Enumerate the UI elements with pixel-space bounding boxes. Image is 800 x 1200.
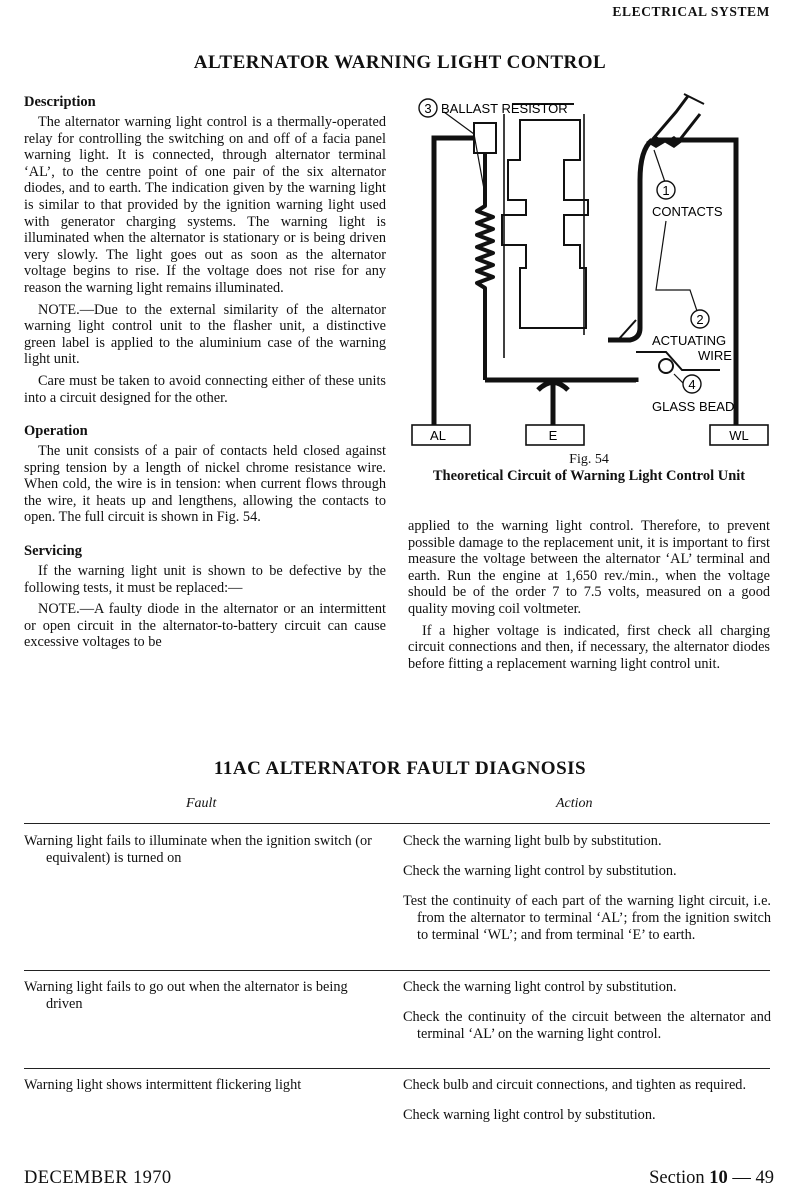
- table-row-fault: [24, 979, 380, 1013]
- footer-date: DECEMBER 1970: [24, 1168, 172, 1188]
- action-text: Check the warning light control by substitution.: [403, 979, 677, 995]
- fault-diagnosis-heading: 11AC ALTERNATOR FAULT DIAGNOSIS: [213, 758, 587, 779]
- description-paragraph-3: Care must be taken to avoid connecting either of these units into a circuit designed for the other.: [24, 372, 386, 406]
- servicing-paragraph-4: If a higher voltage is indicated, first check all charging circuit connections and then, if necessary, the alternator diodes before fitting a replacement warning light control unit.: [408, 622, 770, 672]
- terminal-al-label: AL: [430, 428, 446, 443]
- left-column: [24, 94, 386, 656]
- fault-text: Warning light fails to go out when the alternator is being driven: [24, 979, 348, 1012]
- terminal-e-label: E: [548, 428, 558, 443]
- fault-text: Warning light shows intermittent flickering light: [24, 1077, 302, 1093]
- servicing-heading: Servicing: [24, 543, 82, 560]
- action-text: Check the continuity of the circuit between the alternator and terminal ‘AL’ on the warning light control.: [403, 1009, 771, 1042]
- table-rule: [24, 970, 770, 971]
- relay-body: [502, 120, 588, 328]
- label-contacts: CONTACTS: [652, 204, 723, 219]
- footer-section-prefix: Section: [649, 1168, 710, 1188]
- label-ballast-resistor: BALLAST RESISTOR: [441, 101, 568, 116]
- column-header-action: Action: [556, 796, 593, 811]
- footer-page-suffix: — 49: [727, 1168, 774, 1188]
- label-glass-bead: GLASS BEAD: [652, 399, 735, 414]
- action-text: Check bulb and circuit connections, and tighten as required.: [403, 1077, 747, 1093]
- table-row-actions: [403, 979, 771, 1056]
- servicing-paragraph-1: If the warning light unit is shown to be defective by the following tests, it must be replaced:—: [24, 563, 386, 596]
- description-paragraph-1: The alternator warning light control is a thermally-operated relay for controlling the switching on and off of a facia panel warning light. It is connected, through alternator terminal ‘AL’, to the centre point of one pair of the six alternator diodes, and to earth. The indication given by the warning light is similar to that provided by the ignition warning light used with generator charging systems. The warning light is illuminated when the alternator is stationary or is being driven very slowly. The light goes out as soon as the alternator voltage begins to rise. If the voltage does not rise for any reason the warning light remains illuminated.: [24, 114, 386, 296]
- label-actuating: ACTUATING: [652, 333, 727, 348]
- figure-number: Fig. 54: [569, 452, 609, 467]
- table-row-actions: [403, 1077, 771, 1137]
- description-note: NOTE.—Due to the external similarity of the alternator warning light control unit to the flasher unit, a distinctive green label is applied to the aluminium case of the warning light unit.: [24, 301, 386, 368]
- footer-page-number: [649, 1168, 774, 1189]
- table-row-fault: [24, 833, 380, 867]
- operation-paragraph: The unit consists of a pair of contacts held closed against spring tension by a length of nickel chrome resistance wire. When cold, the wire is in tension: when current flows through the wire, it heats up and lengthens, allowing the contacts to open. The full circuit is shown in Fig. 54.: [24, 443, 386, 526]
- table-rule: [24, 823, 770, 824]
- action-text: Check warning light control by substitution.: [403, 1107, 656, 1123]
- fault-text: Warning light fails to illuminate when the ignition switch (or equivalent) is turned on: [24, 833, 372, 866]
- glass-bead: [659, 359, 673, 373]
- circuit-diagram: [408, 90, 770, 452]
- right-column: [408, 518, 770, 677]
- table-rule: [24, 1068, 770, 1069]
- description-heading: Description: [24, 94, 96, 110]
- callout-2: 2: [696, 312, 704, 327]
- action-text: Check the warning light control by substitution.: [403, 863, 677, 879]
- figure-caption: [408, 452, 770, 485]
- operation-heading: Operation: [24, 423, 88, 440]
- action-text: Check the warning light bulb by substitution.: [403, 833, 662, 849]
- ballast-resistor-coil: [477, 153, 493, 380]
- terminal-wl-label: WL: [729, 428, 749, 443]
- table-row-actions: [403, 833, 771, 957]
- servicing-paragraph-continued: applied to the warning light control. Therefore, to prevent possible damage to the replacement unit, it is important to first measure the voltage between the alternator ‘AL’ terminal and earth. Run the engine at 1,650 rev./min., when the voltage should be of the order 7 to 7.5 volts, measured on a good quality moving coil voltmeter.: [408, 518, 770, 617]
- ballast-resistor-block: [474, 123, 496, 153]
- contact-arm: [608, 140, 652, 340]
- label-wire: WIRE: [698, 348, 732, 363]
- action-text: Test the continuity of each part of the warning light circuit, i.e. from the alternator to terminal ‘AL’; from the ignition switch to terminal ‘WL’; and from terminal ‘E’ to earth.: [403, 893, 771, 943]
- callout-1: 1: [662, 183, 670, 198]
- callout-3: 3: [424, 101, 432, 116]
- callout-4: 4: [688, 377, 696, 392]
- al-wire: [434, 138, 474, 425]
- column-header-fault: Fault: [186, 796, 217, 811]
- page-title: ALTERNATOR WARNING LIGHT CONTROL: [193, 52, 607, 73]
- footer-section-number: 10: [709, 1168, 728, 1188]
- table-row-fault: [24, 1077, 380, 1094]
- running-header: ELECTRICAL SYSTEM: [612, 4, 770, 19]
- figure-title: Theoretical Circuit of Warning Light Control Unit: [432, 468, 746, 484]
- servicing-note: NOTE.—A faulty diode in the alternator or an intermittent or open circuit in the alternator-to-battery circuit can cause excessive voltages to be: [24, 601, 386, 651]
